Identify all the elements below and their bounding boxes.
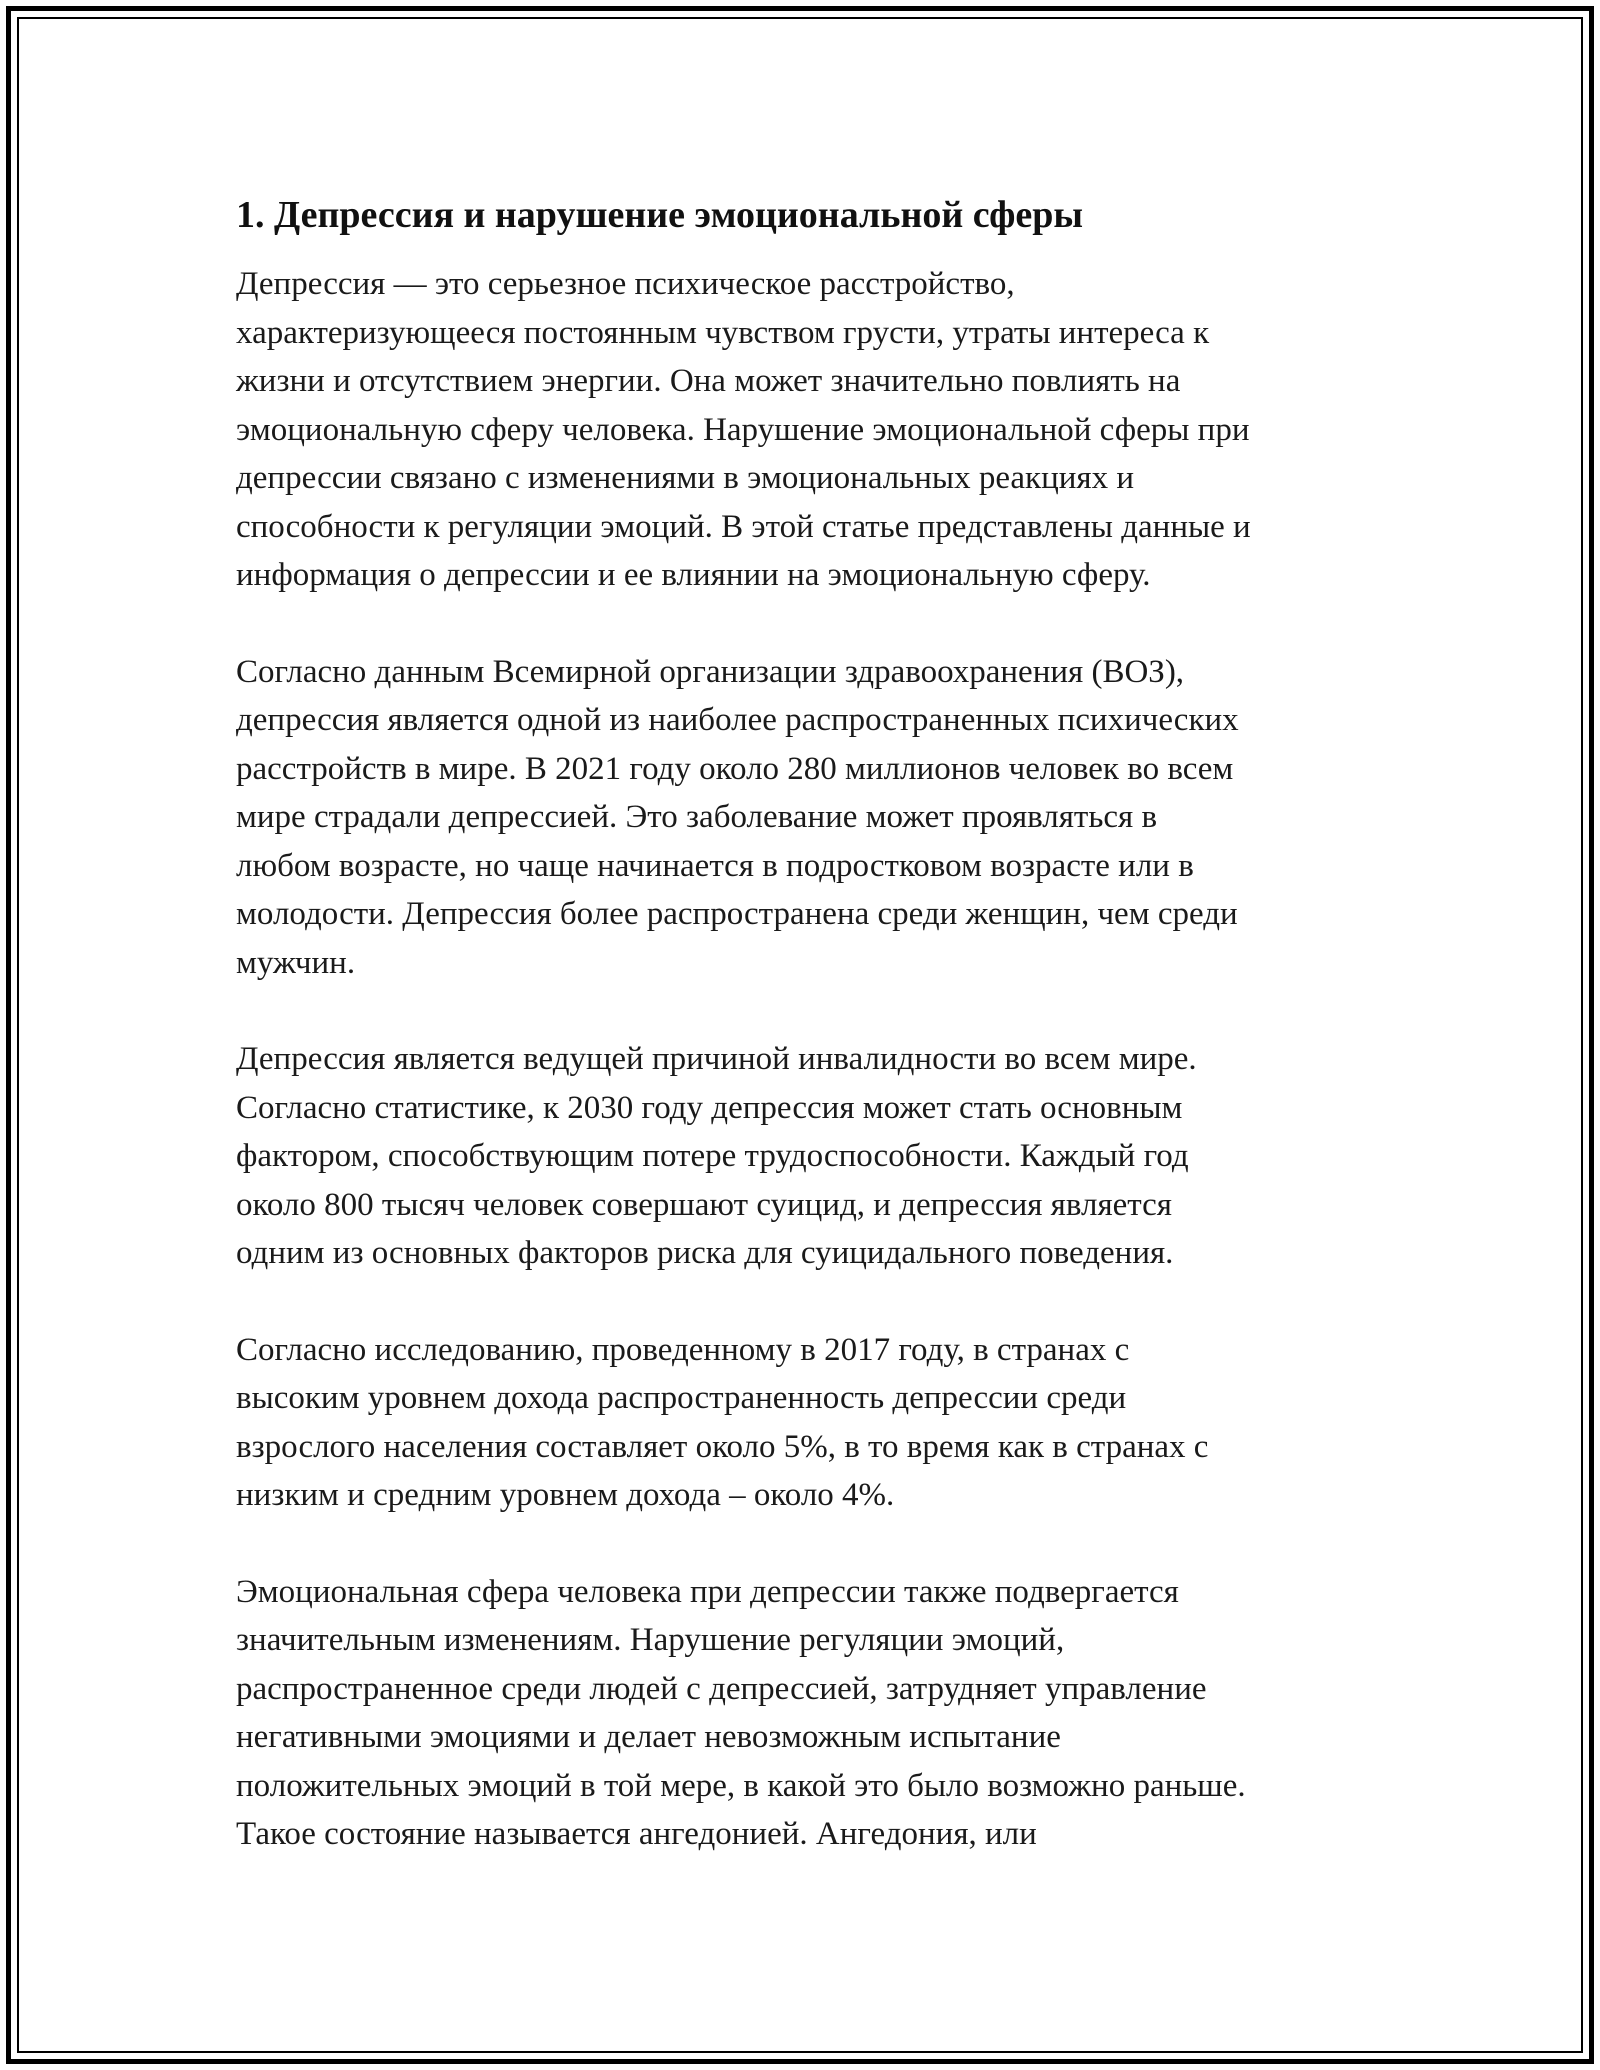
text-line: жизни и отсутствием энергии. Она может значительно повлиять на — [236, 363, 1181, 399]
paragraph — [236, 1326, 1386, 1520]
text-line: взрослого населения составляет около 5%, в то время как в странах с — [236, 1428, 1209, 1465]
text-line: Согласно исследованию, проведенному в 2017 году, в странах с — [236, 1331, 1130, 1368]
text-line: Согласно данным Всемирной организации здравоохранения (ВОЗ), — [236, 653, 1185, 690]
text-line: характеризующееся постоянным чувством грусти, утраты интереса к — [236, 314, 1210, 351]
text-line: положительных эмоций в той мере, в какой это было возможно раньше. — [236, 1767, 1246, 1804]
document-body — [236, 190, 1386, 1907]
text-line: Депрессия является ведущей причиной инвалидности во всем мире. — [236, 1041, 1197, 1077]
text-line: эмоциональную сферу человека. Нарушение эмоциональной сферы при — [236, 411, 1250, 448]
text-line: распространенное среди людей с депрессией, затрудняет управление — [236, 1670, 1207, 1707]
text-line: любом возрасте, но чаще начинается в подростковом возрасте или в — [236, 847, 1194, 884]
text-line: депрессия является одной из наиболее распространенных психических — [236, 702, 1239, 738]
text-line: высоким уровнем дохода распространенность депрессии среди — [236, 1380, 1127, 1416]
text-line: одним из основных факторов риска для суицидального поведения. — [236, 1235, 1174, 1271]
text-line: способности к регуляции эмоций. В этой статье представлены данные и — [236, 508, 1251, 545]
text-line: мужчин. — [236, 944, 356, 981]
text-line: Такое состояние называется ангедонией. Ангедония, или — [236, 1816, 1037, 1852]
paragraph — [236, 1035, 1386, 1278]
text-line: Депрессия — это серьезное психическое расстройство, — [236, 266, 1015, 302]
text-line: Согласно статистике, к 2030 году депрессия может стать основным — [236, 1089, 1183, 1126]
text-line: фактором, способствующим потере трудоспособности. Каждый год — [236, 1138, 1189, 1174]
text-line: низким и средним уровнем дохода – около 4%. — [236, 1477, 895, 1513]
text-line: значительным изменениям. Нарушение регуляции эмоций, — [236, 1622, 1065, 1658]
paragraph — [236, 648, 1386, 988]
text-line: мире страдали депрессией. Это заболевание может проявляться в — [236, 799, 1158, 835]
paragraph — [236, 260, 1386, 600]
text-line: Эмоциональная сфера человека при депрессии также подвергается — [236, 1573, 1179, 1610]
section-heading: 1. Депрессия и нарушение эмоциональной сферы — [236, 194, 1084, 236]
text-line: негативными эмоциями и делает невозможным испытание — [236, 1719, 1061, 1755]
text-line: около 800 тысяч человек совершают суицид, и депрессия является — [236, 1186, 1172, 1223]
text-line: расстройств в мире. В 2021 году около 280 миллионов человек во всем — [236, 750, 1234, 787]
paragraph — [236, 1568, 1386, 1859]
text-line: депрессии связано с изменениями в эмоциональных реакциях и — [236, 460, 1134, 496]
text-line: молодости. Депрессия более распространена среди женщин, чем среди — [236, 896, 1238, 932]
text-line: информация о депрессии и ее влиянии на эмоциональную сферу. — [236, 557, 1151, 593]
paragraph-list — [236, 260, 1386, 1859]
